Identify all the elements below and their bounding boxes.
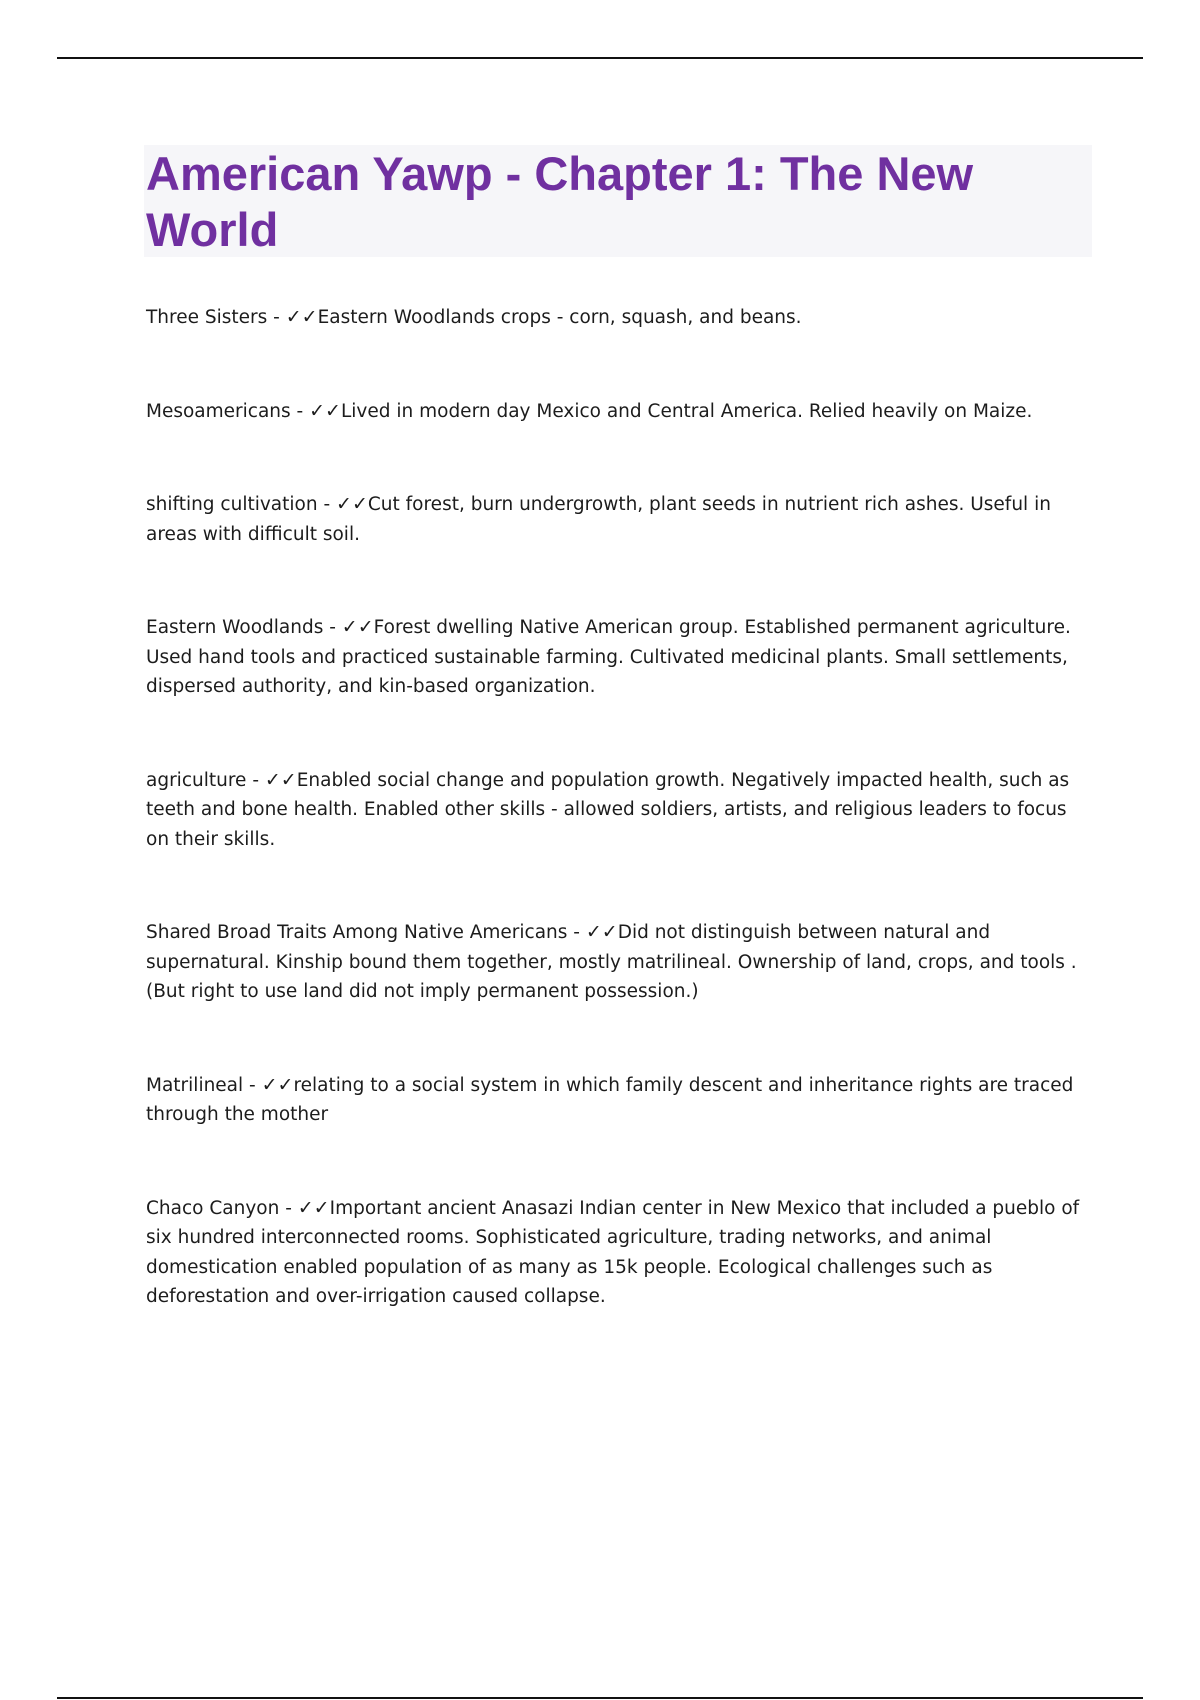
double-check-icon: ✓✓ bbox=[261, 1073, 294, 1096]
flashcard-entry bbox=[146, 613, 1092, 702]
flashcard-list bbox=[146, 303, 1092, 1376]
double-check-icon: ✓✓ bbox=[297, 1196, 330, 1219]
definition: Cut forest, burn undergrowth, plant seeds in nutrient rich ashes. Useful in areas with difficult soil. bbox=[146, 494, 1051, 545]
term: Chaco Canyon bbox=[146, 1197, 280, 1219]
flashcard-entry bbox=[146, 766, 1092, 855]
term: Matrilineal bbox=[146, 1074, 244, 1096]
flashcard-entry bbox=[146, 1071, 1092, 1130]
definition: Important ancient Anasazi Indian center in New Mexico that included a pueblo of six hundred interconnected rooms. Sophisticated agriculture, trading networks, and animal domestication enabled population of as many as 15k people. Ecological challenges such as deforestation and over-irrigation caused collapse. bbox=[146, 1197, 1080, 1307]
flashcard-entry bbox=[146, 918, 1092, 1007]
definition: Did not distinguish between natural and supernatural. Kinship bound them together, mostly matrilineal. Ownership of land, crops, and tools . (But right to use land did not imply permanent possession.) bbox=[146, 922, 1077, 1002]
double-check-icon: ✓✓ bbox=[309, 399, 341, 422]
double-check-icon: ✓✓ bbox=[336, 493, 368, 515]
term-separator: - bbox=[243, 1074, 262, 1096]
term-separator: - bbox=[290, 400, 310, 422]
term: Mesoamericans bbox=[146, 400, 291, 422]
term-separator: - bbox=[279, 1197, 298, 1219]
term: Shared Broad Traits Among Native Americans bbox=[146, 922, 568, 943]
double-check-icon: ✓✓ bbox=[585, 921, 618, 943]
term: Three Sisters bbox=[146, 307, 268, 328]
term: agriculture bbox=[146, 769, 247, 791]
term-separator: - bbox=[267, 307, 286, 328]
document-title: American Yawp - Chapter 1: The New World bbox=[146, 147, 974, 256]
double-check-icon: ✓✓ bbox=[264, 768, 297, 791]
flashcard-entry bbox=[146, 490, 1092, 549]
definition: Eastern Woodlands crops - corn, squash, and beans. bbox=[317, 307, 802, 328]
term-separator: - bbox=[567, 922, 586, 943]
term: shifting cultivation bbox=[146, 494, 318, 515]
double-check-icon: ✓✓ bbox=[341, 616, 374, 638]
definition: Enabled social change and population growth. Negatively impacted health, such as teeth and bone health. Enabled other skills - allowed soldiers, artists, and religious leaders to focus on their skills. bbox=[146, 769, 1070, 850]
header-rule bbox=[57, 57, 1143, 59]
term: Eastern Woodlands bbox=[146, 617, 324, 638]
term-separator: - bbox=[246, 769, 265, 791]
definition: relating to a social system in which family descent and inheritance rights are traced through the mother bbox=[146, 1074, 1074, 1125]
flashcard-entry bbox=[146, 397, 1092, 427]
flashcard-entry bbox=[146, 1194, 1092, 1312]
flashcard-entry bbox=[146, 303, 1092, 333]
definition: Forest dwelling Native American group. Established permanent agriculture. Used hand tools and practiced sustainable farming. Cultivated medicinal plants. Small settlements, dispersed authority, and kin-based organization. bbox=[146, 617, 1071, 697]
double-check-icon: ✓✓ bbox=[285, 306, 318, 328]
term-separator: - bbox=[317, 494, 337, 515]
definition: Lived in modern day Mexico and Central America. Relied heavily on Maize. bbox=[340, 400, 1033, 422]
term-separator: - bbox=[323, 617, 342, 638]
footer-rule bbox=[57, 1697, 1143, 1699]
